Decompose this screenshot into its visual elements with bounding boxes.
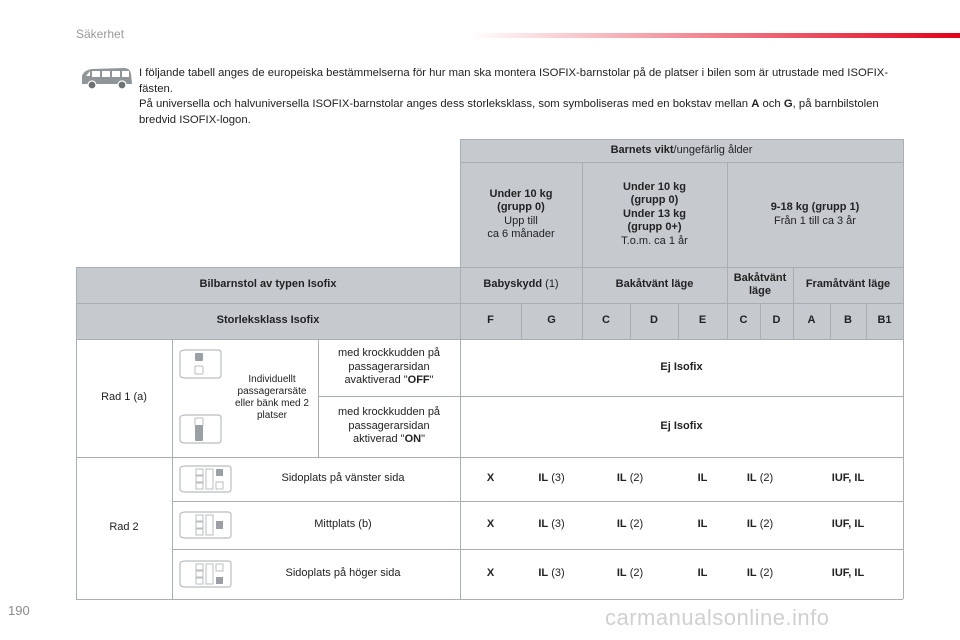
grid-line [76,599,903,600]
size-a: A [793,303,830,339]
size-d: D [630,303,678,339]
row2-left-il3: IL (3) [538,472,565,485]
row2-left-il: IL [697,472,708,485]
type-bakatvant-1: Bakåtvänt läge [582,267,727,303]
grid-line [318,339,319,457]
row2-mid-il2b: IL (2) [746,518,774,531]
row1-on-not-isofix: Ej Isofix [660,419,703,432]
row2-label: Rad 2 [109,521,139,534]
grid-line [172,339,173,599]
car-rear-right-seat-icon [178,560,232,588]
row2-right-il: IL [697,567,708,580]
grid-line [76,267,903,268]
row2-mid-x: X [486,518,495,531]
grid-line [172,549,903,550]
size-g: G [521,303,582,339]
row2-mid-il: IL [697,518,708,531]
grid-line [760,303,761,339]
row2-left-il2b: IL (2) [746,472,774,485]
row2-seat-left: Sidoplats på vänster sida [281,472,405,485]
car-front-bench-icon [178,414,222,444]
grid-line [460,139,461,599]
grid-line [866,303,867,339]
grid-line [830,303,831,339]
grid-line [76,457,903,458]
car-front-seat-icon [178,349,222,379]
group-0: Under 10 kg (grupp 0) Upp till ca 6 månader [460,162,582,267]
row2-seat-right: Sidoplats på höger sida [285,567,401,580]
weight-header: Barnets vikt/ungefärlig ålder [460,139,903,162]
car-rear-left-seat-icon [178,465,232,493]
row1-airbag-off: med krockkudden på passagerarsidan avaktiverad "OFF" [337,347,441,387]
row2-seat-middle: Mittplats (b) [314,518,372,531]
grid-line [460,162,903,163]
section-title: Säkerhet [76,27,125,41]
van-icon [78,64,134,92]
row2-left-iuf: IUF, IL [831,472,865,485]
row2-right-il3: IL (3) [538,567,565,580]
size-b: B [830,303,866,339]
row1-off-not-isofix: Ej Isofix [660,360,703,373]
row2-mid-il2: IL (2) [616,518,644,531]
size-c-2: C [727,303,760,339]
row2-left-il2: IL (2) [616,472,644,485]
grid-line [76,267,77,599]
grid-line [318,396,903,397]
grid-line [678,303,679,339]
grid-line [903,139,904,599]
row2-right-x: X [486,567,495,580]
size-d-2: D [760,303,793,339]
type-framatvant: Framåtvänt läge [793,267,903,303]
row2-right-il2b: IL (2) [746,567,774,580]
group-0-plus: Under 10 kg (grupp 0) Under 13 kg (grupp 0+) T.o.m. ca 1 år [582,162,727,267]
grid-line [76,339,903,340]
row1-label: Rad 1 (a) [101,391,147,404]
type-bakatvant-2: Bakåtvänt läge [727,267,793,303]
row2-right-iuf: IUF, IL [831,567,865,580]
intro-text [139,66,899,128]
grid-line [460,139,903,140]
grid-line [630,303,631,339]
row2-mid-il3: IL (3) [538,518,565,531]
group-1: 9-18 kg (grupp 1) Från 1 till ca 3 år [727,162,903,267]
intro-paragraph-2: På universella och halvuniversella ISOFIX-barnstolar anges dess storleksklass, som symboliseras med en bokstav mellan A och G, på barnbilstolen bredvid ISOFIX-logon. [139,98,879,126]
header-accent-line [470,33,960,38]
page-number: 190 [8,603,30,618]
row2-mid-iuf: IUF, IL [831,518,865,531]
grid-line [727,162,728,339]
size-b1: B1 [866,303,903,339]
size-f: F [460,303,521,339]
type-label: Bilbarnstol av typen Isofix [76,267,460,303]
grid-line [582,162,583,339]
grid-line [172,501,903,502]
grid-line [793,267,794,339]
grid-line [76,303,903,304]
size-c: C [582,303,630,339]
size-label: Storleksklass Isofix [76,303,460,339]
row1-airbag-on: med krockkudden på passagerarsidan aktiverad "ON" [337,406,441,446]
row2-left-x: X [486,472,495,485]
type-babyskydd: Babyskydd (1) [460,267,582,303]
row2-right-il2: IL (2) [616,567,644,580]
grid-line [521,303,522,339]
size-e: E [678,303,727,339]
watermark: carmanualsonline.info [605,605,830,630]
car-rear-middle-seat-icon [178,511,232,539]
intro-paragraph-1: I följande tabell anges de europeiska bestämmelserna för hur man ska montera ISOFIX-barnstolar på de platser i bilen som är utrustade med ISOFIX-fästen. [139,67,889,95]
row1-seat-desc: Individuellt passagerarsäte eller bänk med 2 platser [235,374,309,421]
